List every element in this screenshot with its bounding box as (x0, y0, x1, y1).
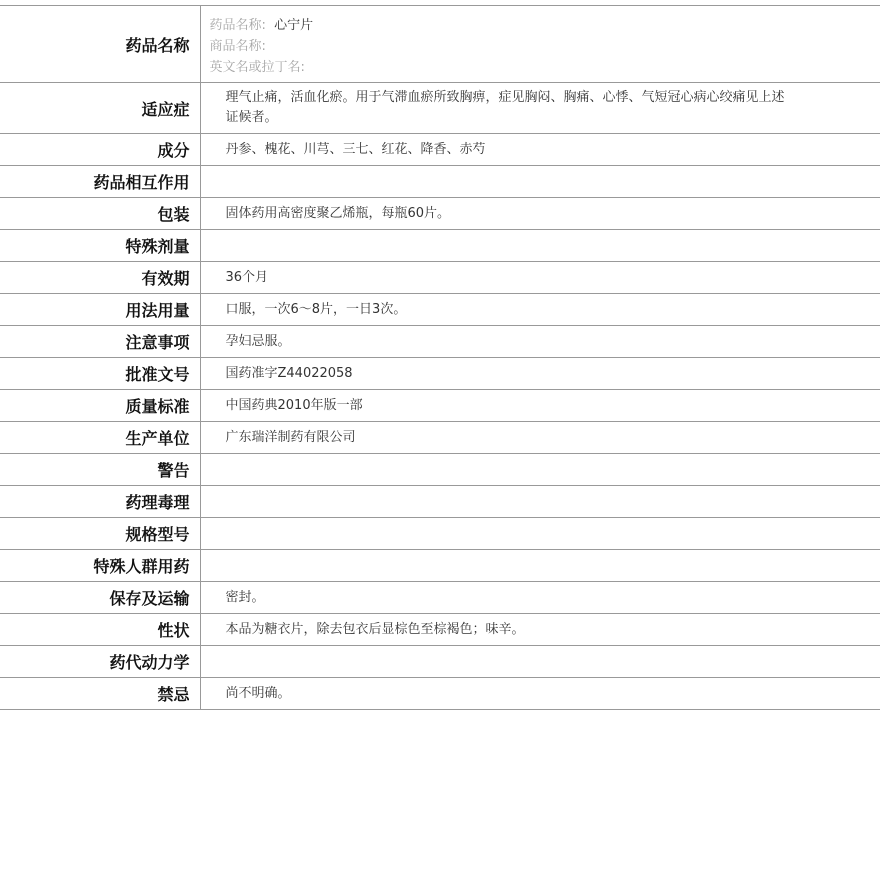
row-label: 包装 (0, 198, 200, 230)
row-label: 性状 (0, 614, 200, 646)
row-value: 密封。 (225, 589, 265, 605)
generic-name-key: 药品名称: (209, 17, 266, 33)
row-shelf-life (0, 262, 880, 294)
row-value (200, 83, 880, 134)
trade-name-line (210, 36, 880, 57)
english-name-key: 英文名或拉丁名: (209, 59, 305, 75)
row-label: 药品名称 (0, 6, 200, 83)
row-label: 成分 (0, 134, 200, 166)
row-label: 生产单位 (0, 422, 200, 454)
row-value: 固体药用高密度聚乙烯瓶，每瓶60片。 (225, 205, 451, 221)
row-value (200, 454, 880, 486)
generic-name-value: 心宁片 (274, 17, 314, 33)
row-contraindications (0, 678, 880, 710)
row-value (200, 230, 880, 262)
row-value: 丹参、槐花、川芎、三七、红花、降香、赤芍 (225, 141, 486, 157)
row-packaging (0, 198, 880, 230)
row-label: 适应症 (0, 83, 200, 134)
trade-name-key: 商品名称: (209, 38, 266, 54)
drug-info-table (0, 5, 880, 710)
row-ingredients (0, 134, 880, 166)
row-label: 禁忌 (0, 678, 200, 710)
row-pharmacology (0, 486, 880, 518)
row-value: 本品为糖衣片，除去包衣后显棕色至棕褐色；味辛。 (225, 621, 525, 637)
row-special-dosage (0, 230, 880, 262)
row-value: 国药准字Z44022058 (225, 365, 353, 381)
row-label: 规格型号 (0, 518, 200, 550)
row-label: 注意事项 (0, 326, 200, 358)
row-label: 有效期 (0, 262, 200, 294)
row-interactions (0, 166, 880, 198)
row-special-populations (0, 550, 880, 582)
row-value: 孕妇忌服。 (225, 333, 291, 349)
row-pharmacokinetics (0, 646, 880, 678)
row-specification (0, 518, 880, 550)
row-label: 特殊人群用药 (0, 550, 200, 582)
row-label: 药理毒理 (0, 486, 200, 518)
row-label: 特殊剂量 (0, 230, 200, 262)
row-value (200, 486, 880, 518)
row-value: 广东瑞洋制药有限公司 (225, 429, 356, 445)
english-name-line (210, 57, 880, 78)
row-value (200, 166, 880, 198)
row-storage (0, 582, 880, 614)
generic-name-line (210, 15, 880, 36)
row-approval-number (0, 358, 880, 390)
row-value: 口服，一次6～8片，一日3次。 (225, 301, 407, 317)
drug-name-block (200, 6, 880, 83)
row-dosage (0, 294, 880, 326)
row-indications (0, 83, 880, 134)
row-label: 批准文号 (0, 358, 200, 390)
row-label: 质量标准 (0, 390, 200, 422)
row-manufacturer (0, 422, 880, 454)
row-value: 36个月 (225, 269, 269, 285)
row-value (200, 518, 880, 550)
row-label: 警告 (0, 454, 200, 486)
row-label: 用法用量 (0, 294, 200, 326)
row-drug-name (0, 6, 880, 83)
row-label: 药代动力学 (0, 646, 200, 678)
row-description (0, 614, 880, 646)
row-precautions (0, 326, 880, 358)
row-value: 尚不明确。 (225, 685, 291, 701)
row-value (200, 550, 880, 582)
row-label: 药品相互作用 (0, 166, 200, 198)
row-label: 保存及运输 (0, 582, 200, 614)
row-quality-standard (0, 390, 880, 422)
row-value: 中国药典2010年版一部 (225, 397, 363, 413)
row-warning (0, 454, 880, 486)
indications-text: 理气止痛，活血化瘀。用于气滞血瘀所致胸痹，症见胸闷、胸痛、心悸、气短冠心病心绞痛见上述证候者。 (225, 89, 785, 125)
row-value (200, 646, 880, 678)
